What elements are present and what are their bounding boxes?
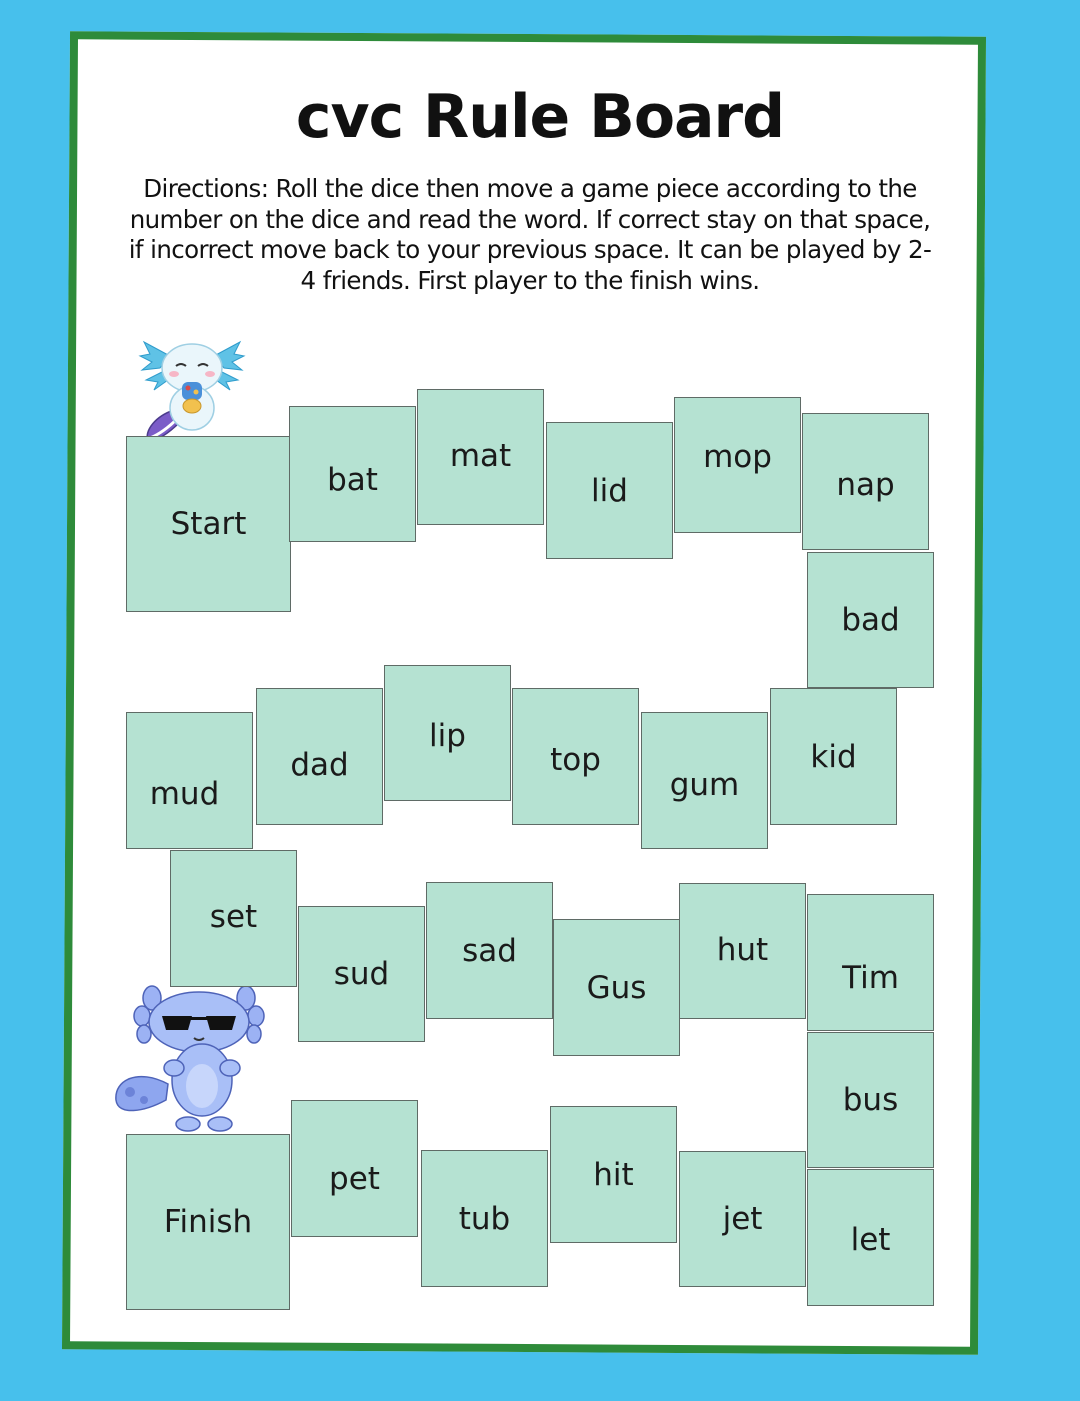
board-space: let (807, 1169, 934, 1306)
board-space: bus (807, 1032, 934, 1168)
board-space: sud (298, 906, 425, 1042)
board-space: bad (807, 552, 934, 688)
board-space: lid (546, 422, 673, 559)
board-space: bat (289, 406, 416, 542)
board-space: lip (384, 665, 511, 801)
board-space: mop (674, 397, 801, 533)
board-space: tub (421, 1150, 548, 1287)
board-space: mud (126, 712, 253, 849)
finish-space: Finish (126, 1134, 290, 1310)
board-space: sad (426, 882, 553, 1019)
board-space: Tim (807, 894, 934, 1031)
axolotl-sunglasses-icon (108, 984, 272, 1136)
board-space: Gus (553, 919, 680, 1056)
board-space: hit (550, 1106, 677, 1243)
axolotl-eating-icon (136, 326, 248, 448)
start-space: Start (126, 436, 291, 612)
page-title: cvc Rule Board (295, 82, 785, 152)
board-space: set (170, 850, 297, 987)
board-space: hut (679, 883, 806, 1019)
board-space: top (512, 688, 639, 825)
board-space: nap (802, 413, 929, 550)
board-space: jet (679, 1151, 806, 1287)
board-space: pet (291, 1100, 418, 1237)
board-space: dad (256, 688, 383, 825)
board-space: kid (770, 688, 897, 825)
directions-text: Directions: Roll the dice then move a game piece according to the number on the dice and read the word. If correct stay on that space, if incorrect move back to your previous space. It can be played by 2-4 friends. First player to the finish wins. (128, 174, 932, 295)
board-space: gum (641, 712, 768, 849)
board-space: mat (417, 389, 544, 525)
